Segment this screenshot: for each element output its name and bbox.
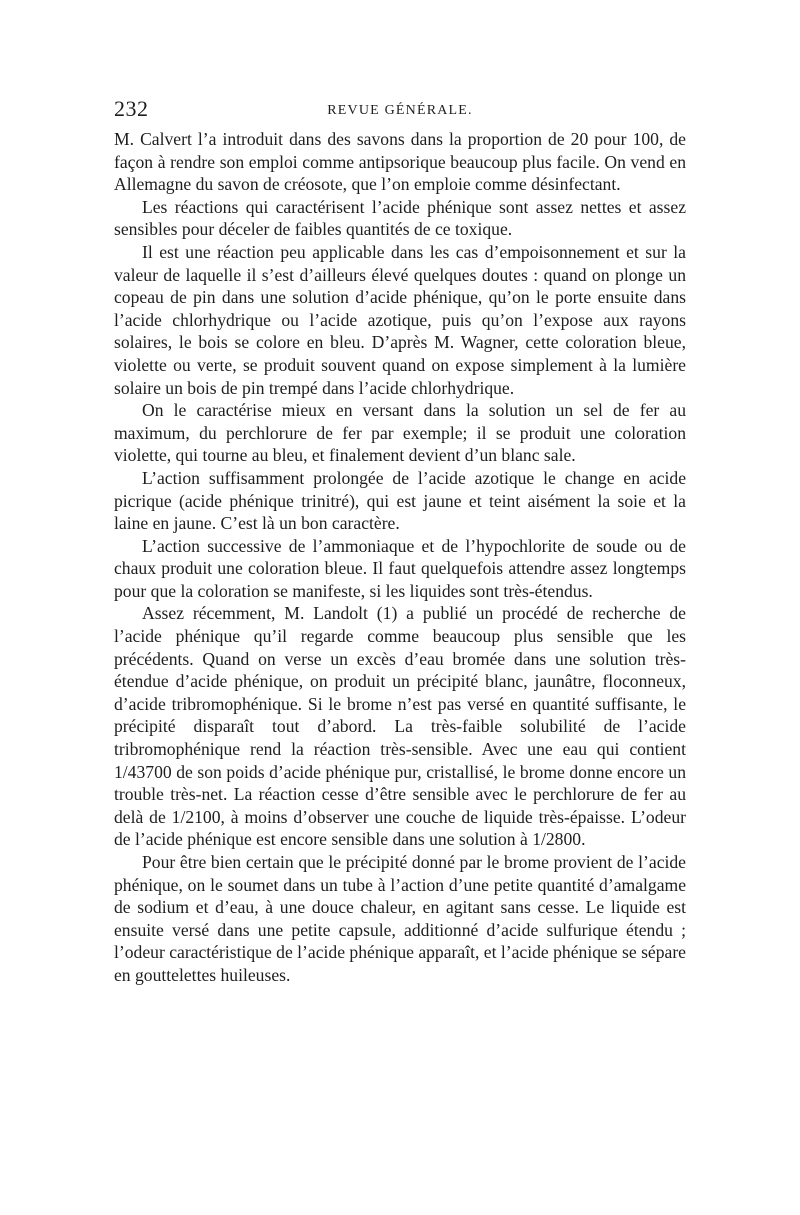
running-head — [114, 96, 686, 126]
paragraph-landolt-method: Assez récemment, M. Landolt (1) a publié un procédé de recherche de l’acide phénique qu’il regarde comme beaucoup plus sensible que les précédents. Quand on verse un excès d’eau bromée dans une solution très-étendue d’acide phénique, on produit un précipité blanc, jaunâtre, floconneux, d’acide tribromophénique. Si le brome n’est pas versé en quantité suffisante, le précipité disparaît tout d’abord. La très-faible solubilité de l’acide tribromophénique rend la réaction très-sensible. Avec une eau qui contient 1/43700 de son poids d’acide phénique pur, cristallisé, le brome donne encore un trouble très-net. La réaction cesse d’être sensible avec le perchlorure de fer au delà de 1/2100, à moins d’observer une couche de liquide très-épaisse. L’odeur de l’acide phénique est encore sensible dans une solution à 1/2800. — [114, 603, 686, 850]
paragraph-reactions: Les réactions qui caractérisent l’acide phénique sont assez nettes et assez sensibles pour déceler de faibles quantités de ce toxique. — [114, 196, 686, 240]
page-number: 232 — [114, 96, 149, 121]
body-text — [114, 128, 686, 987]
journal-title: REVUE GÉNÉRALE. — [327, 103, 473, 118]
paragraph-ammonia-hypochlorite: L’action successive de l’ammoniaque et de l’hypochlorite de soude ou de chaux produit une coloration bleue. Il faut quelquefois attendre assez longtemps pour que la coloration se manifeste, si les liquides sont très-étendus. — [114, 535, 686, 601]
paragraph-calvert-soap: M. Calvert l’a introduit dans des savons dans la proportion de 20 pour 100, de façon à rendre son emploi comme antipsorique beaucoup plus facile. On vend en Allemagne du savon de créosote, que l’on emploie comme désinfectant. — [114, 129, 686, 195]
paragraph-nitric-acid: L’action suffisamment prolongée de l’acide azotique le change en acide picrique (acide phénique trinitré), qui est jaune et teint aisément la soie et la laine en jaune. C’est là un bon caractère. — [114, 467, 686, 534]
paragraph-bromine-precipitate: Pour être bien certain que le précipité donné par le brome provient de l’acide phénique, on le soumet dans un tube à l’action d’une petite quantité d’amalgame de sodium et d’eau, à une douce chaleur, en agitant sans cesse. Le liquide est ensuite versé dans une petite capsule, additionné d’acide sulfurique étendu ; l’odeur caractéristique de l’acide phénique apparaît, et l’acide phénique se sépare en gouttelettes huileuses. — [114, 852, 686, 985]
book-page — [114, 96, 686, 987]
paragraph-pine-wood-reaction: Il est une réaction peu applicable dans les cas d’empoisonnement et sur la valeur de laquelle il s’est d’ailleurs élevé quelques doutes : quand on plonge un copeau de pin dans une solution d’acide phénique, qu’on le porte ensuite dans l’acide chlorhydrique ou l’acide azotique, puis qu’on l’expose aux rayons solaires, le bois se colore en bleu. D’après M. Wagner, cette coloration bleue, violette ou verte, se produit souvent quand on expose simplement à la lumière solaire un bois de pin trempé dans l’acide chlorhydrique. — [114, 241, 686, 398]
paragraph-iron-salt: On le caractérise mieux en versant dans la solution un sel de fer au maximum, du perchlorure de fer par exemple; il se produit une coloration violette, qui tourne au bleu, et finalement devient d’un blanc sale. — [114, 400, 686, 466]
